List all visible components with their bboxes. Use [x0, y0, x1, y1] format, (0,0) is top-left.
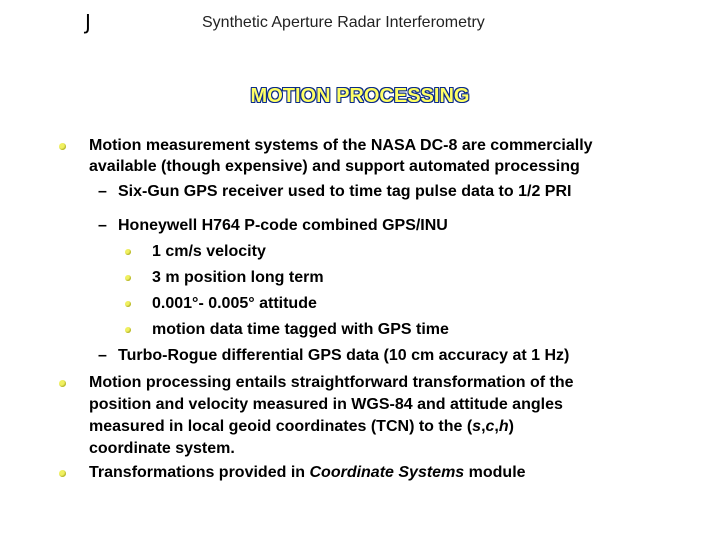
coord-close: )	[508, 418, 514, 435]
coord-sep: ,	[494, 418, 499, 435]
bullet1-line2: available (though expensive) and support automated processing	[89, 158, 580, 175]
bullet-dot-icon	[59, 143, 66, 150]
bullet-dot-icon	[125, 301, 131, 307]
header-logo-mark: J	[85, 10, 91, 34]
bullet-dot-icon	[125, 327, 131, 333]
header-title: Synthetic Aperture Radar Interferometry	[202, 14, 485, 31]
bullet2-line2: position and velocity measured in WGS-84 and attitude angles	[89, 396, 563, 413]
bullet3-module-name: Coordinate Systems	[309, 464, 465, 481]
dash-icon: –	[98, 217, 107, 234]
subsub-item: 0.001°- 0.005° attitude	[152, 295, 317, 312]
coord-c: c	[485, 418, 495, 435]
slide-title: MOTION PROCESSING	[250, 85, 470, 107]
subsub-item: 3 m position long term	[152, 269, 324, 286]
bullet-dot-icon	[59, 380, 66, 387]
bullet3-pre: Transformations provided in	[89, 464, 310, 481]
bullet-dot-icon	[125, 249, 131, 255]
bullet-dot-icon	[59, 470, 66, 477]
coord-h: h	[498, 418, 509, 435]
dash-icon: –	[98, 183, 107, 200]
sub-item-sixgun: Six-Gun GPS receiver used to time tag pulse data to 1/2 PRI	[118, 183, 572, 200]
bullet1-line1: Motion measurement systems of the NASA DC-8 are commercially	[89, 137, 593, 154]
subsub-item: 1 cm/s velocity	[152, 243, 266, 260]
bullet3-post: module	[464, 464, 526, 481]
bullet-dot-icon	[125, 275, 131, 281]
coord-sep: ,	[481, 418, 486, 435]
sub-item-turbo-rogue: Turbo-Rogue differential GPS data (10 cm accuracy at 1 Hz)	[118, 347, 570, 364]
dash-icon: –	[98, 347, 107, 364]
coord-s: s	[472, 418, 482, 435]
bullet2-line4: coordinate system.	[89, 440, 235, 457]
bullet2-line3-text: measured in local geoid coordinates (TCN) to the (	[89, 418, 473, 435]
bullet3-line	[89, 463, 526, 483]
bullet2-line1: Motion processing entails straightforward transformation of the	[89, 374, 574, 391]
subsub-item: motion data time tagged with GPS time	[152, 321, 449, 338]
bullet2-line3	[89, 417, 514, 437]
sub-item-honeywell: Honeywell H764 P-code combined GPS/INU	[118, 217, 448, 234]
